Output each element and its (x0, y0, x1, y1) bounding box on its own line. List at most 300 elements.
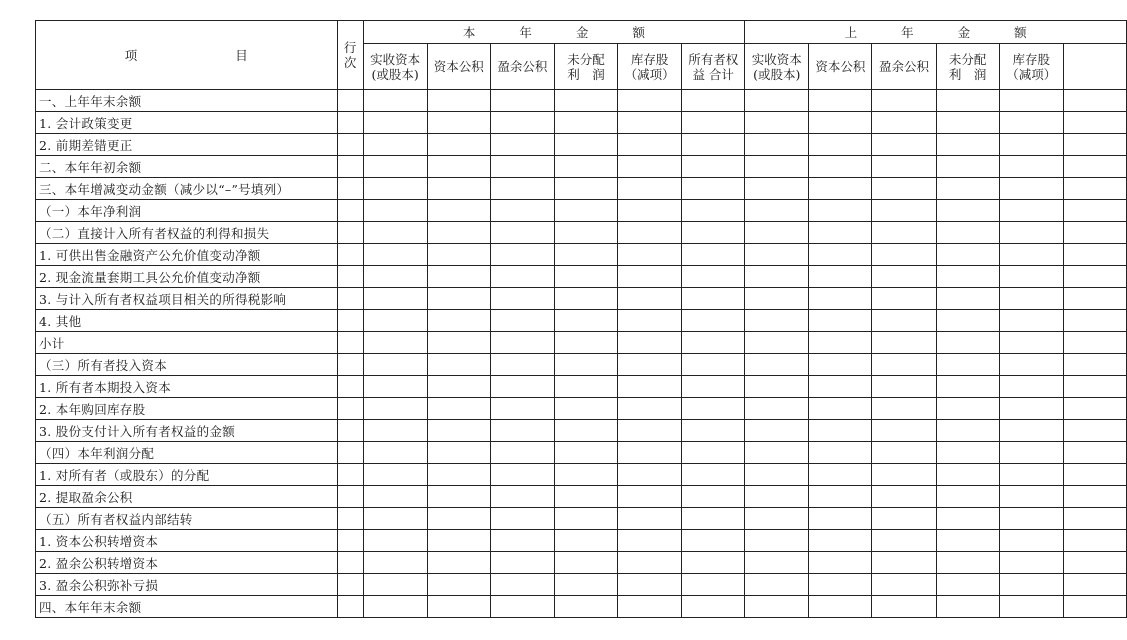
amount-cell (618, 354, 682, 376)
line-number-cell (337, 134, 363, 156)
column-header-line-1: 库存股 (1012, 51, 1050, 67)
amount-cell (427, 222, 490, 244)
amount-cell (618, 222, 682, 244)
amount-cell (999, 288, 1063, 310)
amount-cell (1063, 112, 1126, 134)
amount-cell (363, 530, 427, 552)
amount-cell (809, 310, 872, 332)
line-header-char-2: 次 (343, 55, 357, 70)
line-number-cell (337, 266, 363, 288)
amount-cell (745, 464, 809, 486)
row-label: （四）本年利润分配 (36, 442, 338, 464)
amount-cell (427, 398, 490, 420)
column-header-line-2: (或股本) (753, 66, 801, 82)
amount-cell (554, 420, 617, 442)
amount-cell (936, 508, 999, 530)
amount-cell (554, 178, 617, 200)
amount-cell (936, 574, 999, 596)
line-number-cell (337, 530, 363, 552)
amount-cell (745, 156, 809, 178)
amount-cell (1063, 354, 1126, 376)
amount-cell (618, 112, 682, 134)
row-label: 3. 股份支付计入所有者权益的金额 (36, 420, 338, 442)
table-row (36, 310, 1127, 332)
amount-cell (1063, 266, 1126, 288)
column-header-line-1: 资本公积 (433, 59, 484, 74)
amount-cell (745, 596, 809, 618)
amount-cell (1063, 310, 1126, 332)
amount-cell (490, 178, 554, 200)
amount-cell (936, 178, 999, 200)
row-label: 二、本年年初余额 (36, 156, 338, 178)
amount-cell (682, 508, 745, 530)
amount-cell (999, 112, 1063, 134)
amount-cell (490, 398, 554, 420)
amount-cell (745, 134, 809, 156)
row-label: 2. 本年购回库存股 (36, 398, 338, 420)
amount-cell (490, 530, 554, 552)
table-row (36, 244, 1127, 266)
amount-cell (427, 310, 490, 332)
amount-cell (427, 442, 490, 464)
amount-cell (872, 530, 936, 552)
amount-cell (618, 596, 682, 618)
line-number-cell (337, 508, 363, 530)
amount-cell (936, 134, 999, 156)
table-row (36, 442, 1127, 464)
prior-group-char-2: 年 (901, 25, 914, 40)
amount-cell (999, 530, 1063, 552)
amount-cell (809, 200, 872, 222)
amount-cell (618, 310, 682, 332)
column-header-line-1: 所有者权 (688, 51, 739, 67)
amount-cell (682, 486, 745, 508)
amount-cell (363, 552, 427, 574)
amount-cell (554, 442, 617, 464)
amount-cell (363, 420, 427, 442)
row-label: 2. 提取盈余公积 (36, 486, 338, 508)
amount-cell (554, 530, 617, 552)
amount-cell (427, 376, 490, 398)
amount-cell (682, 134, 745, 156)
amount-cell (554, 222, 617, 244)
table-row (36, 112, 1127, 134)
column-header-line-2: 利 润 (567, 66, 605, 82)
amount-cell (427, 552, 490, 574)
amount-cell (554, 508, 617, 530)
row-label: 1. 可供出售金融资产公允价值变动净额 (36, 244, 338, 266)
column-header-line-1: 未分配 (567, 51, 605, 67)
amount-cell (682, 442, 745, 464)
amount-cell (936, 552, 999, 574)
amount-cell (490, 288, 554, 310)
amount-cell (554, 310, 617, 332)
amount-cell (682, 266, 745, 288)
amount-cell (745, 244, 809, 266)
prior-column-header (809, 44, 872, 90)
prior-column-header (936, 44, 999, 90)
line-number-cell (337, 178, 363, 200)
prior-column-header (745, 44, 809, 90)
amount-cell (554, 398, 617, 420)
amount-cell (936, 156, 999, 178)
amount-cell (999, 90, 1063, 112)
amount-cell (1063, 288, 1126, 310)
amount-cell (809, 420, 872, 442)
amount-cell (554, 90, 617, 112)
amount-cell (490, 420, 554, 442)
amount-cell (363, 244, 427, 266)
amount-cell (554, 244, 617, 266)
amount-cell (618, 134, 682, 156)
table-row (36, 354, 1127, 376)
equity-change-statement-table (35, 20, 1127, 618)
amount-cell (554, 266, 617, 288)
line-header-char-1: 行 (343, 40, 357, 55)
table-body (36, 90, 1127, 618)
row-label: 2. 盈余公积转增资本 (36, 552, 338, 574)
amount-cell (872, 178, 936, 200)
amount-cell (682, 574, 745, 596)
amount-cell (490, 332, 554, 354)
row-label: （二）直接计入所有者权益的利得和损失 (36, 222, 338, 244)
prior-group-char-3: 金 (957, 25, 971, 40)
current-column-header (682, 44, 745, 90)
amount-cell (363, 288, 427, 310)
row-label: （三）所有者投入资本 (36, 354, 338, 376)
amount-cell (872, 464, 936, 486)
amount-cell (809, 398, 872, 420)
line-number-cell (337, 156, 363, 178)
amount-cell (745, 486, 809, 508)
current-column-header (363, 44, 427, 90)
amount-cell (554, 354, 617, 376)
amount-cell (618, 156, 682, 178)
amount-cell (745, 200, 809, 222)
line-number-cell (337, 112, 363, 134)
amount-cell (618, 530, 682, 552)
amount-cell (427, 244, 490, 266)
amount-cell (363, 398, 427, 420)
amount-cell (363, 90, 427, 112)
row-label: 小计 (36, 332, 338, 354)
line-number-cell (337, 288, 363, 310)
amount-cell (999, 552, 1063, 574)
amount-cell (872, 552, 936, 574)
amount-cell (745, 552, 809, 574)
amount-cell (872, 244, 936, 266)
table-row (36, 508, 1127, 530)
amount-cell (682, 596, 745, 618)
amount-cell (936, 266, 999, 288)
amount-cell (1063, 596, 1126, 618)
amount-cell (490, 508, 554, 530)
amount-cell (872, 596, 936, 618)
amount-cell (809, 354, 872, 376)
amount-cell (1063, 222, 1126, 244)
table-row (36, 596, 1127, 618)
column-header-line-1: 盈余公积 (879, 59, 930, 74)
table-row (36, 178, 1127, 200)
amount-cell (490, 112, 554, 134)
amount-cell (999, 244, 1063, 266)
row-label: 3. 与计入所有者权益项目相关的所得税影响 (36, 288, 338, 310)
amount-cell (872, 310, 936, 332)
amount-cell (999, 222, 1063, 244)
amount-cell (872, 288, 936, 310)
amount-cell (618, 420, 682, 442)
prior-column-header (999, 44, 1063, 90)
amount-cell (1063, 332, 1126, 354)
amount-cell (682, 90, 745, 112)
amount-cell (363, 354, 427, 376)
amount-cell (999, 420, 1063, 442)
amount-cell (999, 442, 1063, 464)
amount-cell (363, 332, 427, 354)
amount-cell (427, 486, 490, 508)
amount-cell (999, 486, 1063, 508)
amount-cell (363, 310, 427, 332)
amount-cell (682, 552, 745, 574)
column-header-line-1: 实收资本 (370, 51, 421, 67)
amount-cell (872, 200, 936, 222)
column-header-line-1: 资本公积 (815, 59, 866, 74)
amount-cell (618, 442, 682, 464)
amount-cell (809, 222, 872, 244)
prior-column-header-clipped (1063, 44, 1126, 90)
amount-cell (427, 200, 490, 222)
amount-cell (872, 134, 936, 156)
row-label: 1. 会计政策变更 (36, 112, 338, 134)
amount-cell (554, 332, 617, 354)
amount-cell (427, 266, 490, 288)
amount-cell (809, 156, 872, 178)
amount-cell (745, 332, 809, 354)
amount-cell (682, 156, 745, 178)
line-number-cell (337, 310, 363, 332)
table-row (36, 398, 1127, 420)
table-row (36, 288, 1127, 310)
amount-cell (872, 90, 936, 112)
amount-cell (1063, 200, 1126, 222)
row-label: 3. 盈余公积弥补亏损 (36, 574, 338, 596)
row-label: 2. 前期差错更正 (36, 134, 338, 156)
amount-cell (490, 310, 554, 332)
amount-cell (618, 244, 682, 266)
table-row (36, 134, 1127, 156)
amount-cell (490, 596, 554, 618)
amount-cell (872, 376, 936, 398)
row-label: （五）所有者权益内部结转 (36, 508, 338, 530)
column-header-line-2: (或股本) (371, 66, 419, 82)
amount-cell (554, 112, 617, 134)
amount-cell (427, 354, 490, 376)
amount-cell (1063, 134, 1126, 156)
equity-change-statement-table-viewport (35, 20, 1057, 615)
line-number-cell (337, 574, 363, 596)
amount-cell (936, 112, 999, 134)
amount-cell (872, 266, 936, 288)
line-number-cell (337, 464, 363, 486)
amount-cell (809, 464, 872, 486)
amount-cell (809, 178, 872, 200)
prior-group-char-1: 上 (844, 25, 858, 40)
amount-cell (490, 156, 554, 178)
current-column-header (554, 44, 617, 90)
amount-cell (490, 266, 554, 288)
amount-cell (682, 332, 745, 354)
amount-cell (745, 574, 809, 596)
amount-cell (936, 486, 999, 508)
current-column-header (618, 44, 682, 90)
amount-cell (554, 200, 617, 222)
amount-cell (554, 552, 617, 574)
amount-cell (745, 442, 809, 464)
amount-cell (809, 90, 872, 112)
amount-cell (1063, 574, 1126, 596)
line-number-column-header (337, 21, 363, 90)
amount-cell (490, 464, 554, 486)
line-number-cell (337, 442, 363, 464)
amount-cell (427, 90, 490, 112)
amount-cell (682, 376, 745, 398)
amount-cell (1063, 464, 1126, 486)
amount-cell (554, 596, 617, 618)
amount-cell (745, 266, 809, 288)
amount-cell (936, 442, 999, 464)
amount-cell (363, 266, 427, 288)
amount-cell (745, 508, 809, 530)
line-number-cell (337, 200, 363, 222)
row-label: 四、本年年末余额 (36, 596, 338, 618)
amount-cell (809, 134, 872, 156)
row-label: 一、上年年末余额 (36, 90, 338, 112)
amount-cell (936, 310, 999, 332)
amount-cell (999, 332, 1063, 354)
amount-cell (618, 508, 682, 530)
amount-cell (427, 464, 490, 486)
amount-cell (936, 222, 999, 244)
amount-cell (936, 90, 999, 112)
amount-cell (682, 288, 745, 310)
amount-cell (872, 442, 936, 464)
amount-cell (809, 530, 872, 552)
amount-cell (999, 574, 1063, 596)
amount-cell (363, 112, 427, 134)
amount-cell (682, 310, 745, 332)
item-header-char-1: 项 (124, 48, 138, 63)
amount-cell (745, 530, 809, 552)
table-row (36, 332, 1127, 354)
amount-cell (363, 156, 427, 178)
amount-cell (490, 222, 554, 244)
amount-cell (427, 420, 490, 442)
amount-cell (682, 530, 745, 552)
amount-cell (872, 112, 936, 134)
amount-cell (427, 156, 490, 178)
amount-cell (427, 332, 490, 354)
line-number-cell (337, 376, 363, 398)
amount-cell (809, 332, 872, 354)
line-number-cell (337, 332, 363, 354)
amount-cell (809, 376, 872, 398)
current-group-char-2: 年 (519, 25, 532, 40)
amount-cell (745, 178, 809, 200)
amount-cell (554, 574, 617, 596)
amount-cell (618, 464, 682, 486)
amount-cell (809, 112, 872, 134)
table-row (36, 574, 1127, 596)
amount-cell (1063, 244, 1126, 266)
amount-cell (682, 354, 745, 376)
table-row (36, 156, 1127, 178)
prior-group-char-4: 额 (1014, 25, 1027, 40)
amount-cell (682, 398, 745, 420)
item-header-char-2: 目 (235, 48, 248, 63)
table-row (36, 486, 1127, 508)
amount-cell (809, 486, 872, 508)
amount-cell (999, 156, 1063, 178)
column-header-line-1: 库存股 (630, 51, 669, 67)
amount-cell (618, 552, 682, 574)
current-group-char-1: 本 (462, 25, 476, 40)
amount-cell (872, 156, 936, 178)
amount-cell (1063, 376, 1126, 398)
amount-cell (618, 398, 682, 420)
amount-cell (618, 486, 682, 508)
amount-cell (872, 398, 936, 420)
amount-cell (363, 486, 427, 508)
amount-cell (745, 354, 809, 376)
current-group-char-4: 额 (632, 25, 645, 40)
amount-cell (427, 596, 490, 618)
amount-cell (809, 442, 872, 464)
amount-cell (490, 442, 554, 464)
amount-cell (936, 354, 999, 376)
amount-cell (618, 574, 682, 596)
amount-cell (872, 574, 936, 596)
amount-cell (682, 112, 745, 134)
column-header-line-2: 益 合计 (692, 66, 734, 82)
amount-cell (872, 420, 936, 442)
amount-cell (363, 508, 427, 530)
amount-cell (1063, 420, 1126, 442)
amount-cell (999, 134, 1063, 156)
amount-cell (872, 332, 936, 354)
amount-cell (936, 332, 999, 354)
amount-cell (809, 266, 872, 288)
amount-cell (682, 200, 745, 222)
amount-cell (745, 376, 809, 398)
amount-cell (363, 596, 427, 618)
amount-cell (809, 574, 872, 596)
amount-cell (490, 90, 554, 112)
amount-cell (872, 508, 936, 530)
amount-cell (682, 222, 745, 244)
amount-cell (1063, 486, 1126, 508)
prior-year-amount-header (745, 21, 1127, 44)
row-label: 4. 其他 (36, 310, 338, 332)
amount-cell (999, 354, 1063, 376)
amount-cell (363, 376, 427, 398)
amount-cell (745, 420, 809, 442)
amount-cell (999, 508, 1063, 530)
current-column-header (427, 44, 490, 90)
amount-cell (682, 244, 745, 266)
amount-cell (1063, 530, 1126, 552)
row-label: 1. 所有者本期投入资本 (36, 376, 338, 398)
amount-cell (427, 178, 490, 200)
